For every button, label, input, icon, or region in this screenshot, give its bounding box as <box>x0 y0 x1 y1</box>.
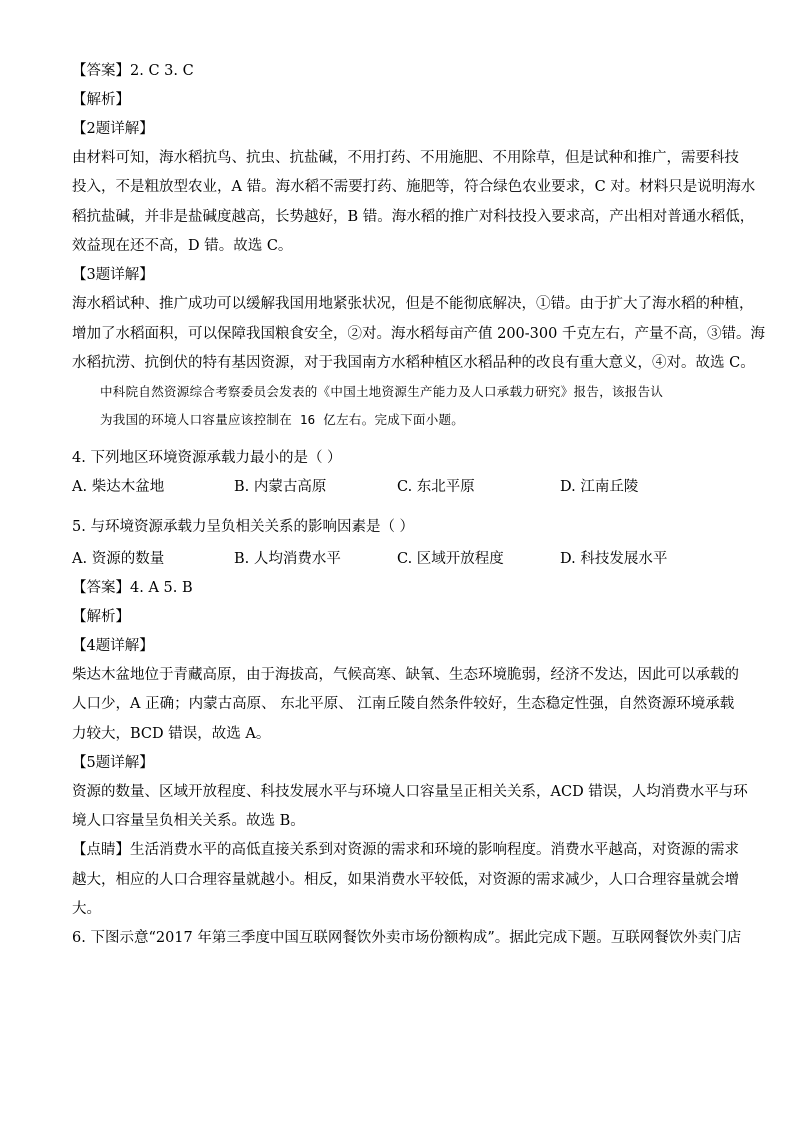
tip-line: 【点睛】生活消费水平的高低直接关系到对资源的需求和环境的影响程度。消费水平越高，对资源的需求 <box>72 842 739 859</box>
analysis-heading-1: 【解析】 <box>72 92 130 108</box>
question-5-stem: 5. 与环境资源承载力呈负相关关系的影响因素是（ ） <box>72 518 415 535</box>
q5-option-b: B. 人均消费水平 <box>234 550 341 567</box>
q4-option-c: C. 东北平原 <box>397 478 475 495</box>
intro-line: 为我国的环境人口容量应该控制在 16 亿左右。完成下面小题。 <box>100 411 465 427</box>
question-4-stem: 4. 下列地区环境资源承载力最小的是（ ） <box>72 449 342 466</box>
detail-4-body <box>72 666 739 743</box>
detail-2-body <box>72 149 756 255</box>
detail-2-line: 投入，不是粗放型农业，A 错。海水稻不需要打药、施肥等，符合绿色农业要求，C 对。材料只是说明海水 <box>72 179 756 196</box>
detail-3-line: 水稻抗涝、抗倒伏的特有基因资源，对于我国南方水稻种植区水稻品种的改良有重大意义，④对。故选 C。 <box>72 354 755 371</box>
q5-option-a: A. 资源的数量 <box>72 550 165 567</box>
detail-2-line: 效益现在还不高，D 错。故选 C。 <box>72 238 293 255</box>
document-page <box>72 62 765 947</box>
detail-5-line: 资源的数量、区域开放程度、科技发展水平与环境人口容量呈正相关关系，ACD 错误，人均消费水平与环 <box>72 783 748 800</box>
answer-2-3: 【答案】2. C 3. C <box>72 63 194 79</box>
q5-option-c: C. 区域开放程度 <box>397 550 504 567</box>
detail-4-line: 人口少，A 正确；内蒙古高原、 东北平原、 江南丘陵自然条件较好，生态稳定性强，自然资源环境承载 <box>72 696 735 713</box>
q4-option-b: B. 内蒙古高原 <box>234 478 327 495</box>
detail-3-line: 海水稻试种、推广成功可以缓解我国用地紧张状况，但是不能彻底解决，①错。由于扩大了海水稻的种植， <box>72 296 754 313</box>
intro-line: 中科院自然资源综合考察委员会发表的《中国土地资源生产能力及人口承载力研究》报告，该报告认 <box>100 383 664 399</box>
detail-5-title: 【5题详解】 <box>72 754 154 771</box>
tip-line: 大。 <box>72 900 101 917</box>
detail-4-line: 柴达木盆地位于青藏高原，由于海拔高，气候高寒、缺氧、生态环境脆弱，经济不发达，因此可以承载的 <box>72 666 739 683</box>
detail-4-title: 【4题详解】 <box>72 637 154 654</box>
question-6-stem: 6. 下图示意“2017 年第三季度中国互联网餐饮外卖市场份额构成”。据此完成下题。互联网餐饮外卖门店 <box>72 929 742 946</box>
detail-5-line: 境人口容量呈负相关关系。故选 B。 <box>72 813 305 830</box>
q4-option-d: D. 江南丘陵 <box>560 478 639 495</box>
question-5-options <box>72 550 732 568</box>
tip-body <box>72 841 739 918</box>
q4-option-a: A. 柴达木盆地 <box>72 478 165 495</box>
detail-2-title: 【2题详解】 <box>72 121 154 137</box>
analysis-heading-2: 【解析】 <box>72 608 130 625</box>
detail-2-line: 稻抗盐碱，并非是盐碱度越高，长势越好，B 错。海水稻的推广对科技投入要求高，产出相对普通水稻低， <box>72 208 755 225</box>
detail-3-line: 增加了水稻面积，可以保障我国粮食安全，②对。海水稻每亩产值 200-300 千克左右，产量不高，③错。海 <box>72 325 765 342</box>
q5-option-d: D. 科技发展水平 <box>560 550 668 567</box>
detail-3-title: 【3题详解】 <box>72 267 154 284</box>
detail-5-body <box>72 783 748 830</box>
detail-3-body <box>72 295 765 372</box>
material-intro <box>72 383 732 429</box>
question-4-options <box>72 478 732 496</box>
detail-4-line: 力较大，BCD 错误，故选 A。 <box>72 725 271 742</box>
detail-2-line: 由材料可知，海水稻抗鸟、抗虫、抗盐碱，不用打药、不用施肥、不用除草，但是试种和推广，需要科技 <box>72 150 739 166</box>
tip-line: 越大，相应的人口合理容量就越小。相反，如果消费水平较低，对资源的需求减少，人口合理容量就会增 <box>72 871 739 888</box>
answer-4-5: 【答案】4. A 5. B <box>72 579 193 596</box>
